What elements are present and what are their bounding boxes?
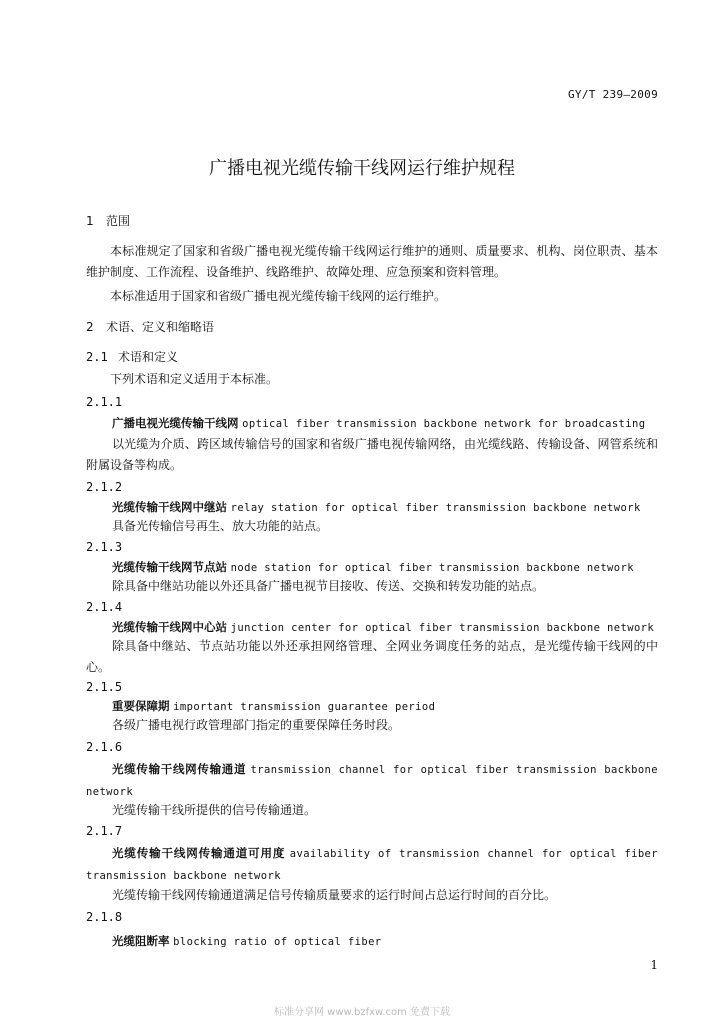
term-en: important transmission guarantee period (173, 701, 436, 713)
scope-paragraph-1: 本标准规定了国家和省级广播电视光缆传输干线网运行维护的通则、质量要求、机构、岗位职责、基本维护制度、工作流程、设备维护、线路维护、故障处理、应急预案和资料管理。 (86, 244, 658, 279)
watermark-text: 标准分享网 www.bzfxw.com 免费下载 (274, 1007, 450, 1018)
term-zh: 光缆传输干线网传输通道 (112, 762, 247, 776)
term-heading (86, 843, 658, 887)
term-en: junction center for optical fiber transmission backbone network (230, 622, 655, 634)
subsection-number: 2.1 (86, 350, 108, 364)
term-en: transmission channel for optical fiber transmission backbone network (86, 764, 659, 798)
definitions-intro: 下列术语和定义适用于本标准。 (110, 372, 279, 386)
term-zh: 光缆阻断率 (112, 934, 170, 948)
term-heading (86, 759, 658, 803)
term-definition: 具备光传输信号再生、放大功能的站点。 (112, 519, 329, 533)
term-zh: 光缆传输干线网中心站 (112, 620, 227, 634)
subsection-title: 术语和定义 (118, 350, 179, 364)
section-title: 术语、定义和缩略语 (106, 320, 215, 334)
section-number: 1 (86, 214, 94, 228)
term-heading (112, 698, 435, 714)
term-definition: 除具备中继站功能以外还具备广播电视节目接收、传送、交换和转发功能的站点。 (112, 579, 545, 593)
section-1-heading (86, 212, 130, 229)
term-zh: 光缆传输干线网中继站 (112, 500, 227, 514)
term-number: 2.1.7 (86, 824, 123, 838)
term-heading (112, 499, 641, 515)
page-number: 1 (650, 958, 658, 972)
term-number: 2.1.1 (86, 395, 123, 409)
term-heading (112, 933, 382, 949)
term-number: 2.1.3 (86, 540, 123, 554)
term-definition: 各级广播电视行政管理部门指定的重要保障任务时段。 (112, 718, 401, 732)
section-number: 2 (86, 320, 94, 334)
term-number: 2.1.5 (86, 680, 123, 694)
term-number: 2.1.8 (86, 910, 123, 924)
section-2-heading (86, 318, 214, 335)
term-definition: 光缆传输干线所提供的信号传输通道。 (112, 803, 317, 817)
term-number: 2.1.6 (86, 740, 123, 754)
term-number: 2.1.4 (86, 600, 123, 614)
section-title: 范围 (106, 214, 131, 228)
term-definition: 除具备中继站、节点站功能以外还承担网络管理、全网业务调度任务的站点，是光缆传输干线网的中心。 (86, 639, 658, 674)
term-zh: 重要保障期 (112, 699, 170, 713)
term-zh: 光缆传输干线网传输通道可用度 (112, 846, 286, 860)
term-en: availability of transmission channel for optical fiber transmission backbone network (86, 848, 658, 882)
term-en: optical fiber transmission backbone network for broadcasting (242, 418, 646, 430)
term-number: 2.1.2 (86, 480, 123, 494)
term-en: relay station for optical fiber transmission backbone network (230, 502, 641, 514)
term-zh: 广播电视光缆传输干线网 (112, 416, 239, 430)
term-zh: 光缆传输干线网节点站 (112, 560, 227, 574)
term-heading (112, 619, 654, 635)
document-title: 广播电视光缆传输干线网运行维护规程 (209, 158, 515, 179)
term-definition: 光缆传输干线网传输通道满足信号传输质量要求的运行时间占总运行时间的百分比。 (112, 888, 557, 902)
term-en: blocking ratio of optical fiber (173, 936, 382, 948)
subsection-2-1-heading (86, 348, 178, 365)
term-heading (112, 415, 645, 431)
term-definition: 以光缆为介质、跨区域传输信号的国家和省级广播电视传输网络，由光缆线路、传输设备、网管系统和附属设备等构成。 (86, 437, 658, 472)
standard-number: GY/T 239—2009 (568, 88, 658, 101)
term-heading (112, 559, 634, 575)
scope-paragraph-2: 本标准适用于国家和省级广播电视光缆传输干线网的运行维护。 (110, 289, 447, 303)
term-en: node station for optical fiber transmission backbone network (230, 562, 634, 574)
